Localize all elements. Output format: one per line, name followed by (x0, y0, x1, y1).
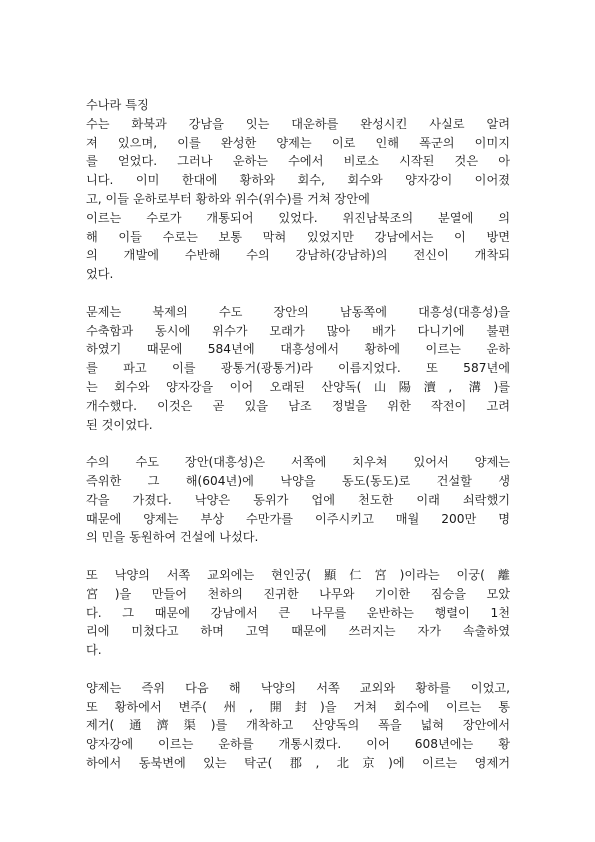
text-line: 양자강에 이르는 운하를 개통시켰다. 이어 608년에는 황 (86, 737, 510, 752)
text-line: 즉위한 그 해(604년)에 낙양을 동도(동도)로 건설할 생 (86, 473, 510, 488)
text-line: 宮)을 만들어 천하의 진귀한 나무와 기이한 짐승을 모았 (86, 586, 510, 601)
document-body (86, 96, 510, 791)
text-line: 다. (86, 643, 102, 658)
text-line: 다. 그 때문에 강남에서 큰 나무를 운반하는 행렬이 1천 (86, 605, 510, 620)
document-title: 수나라 특징 (86, 98, 149, 112)
paragraph-2 (86, 303, 510, 435)
text-line: 하였기 때문에 584년에 대흥성에서 황하에 이르는 운하 (86, 342, 510, 357)
text-line: 문제는 북제의 수도 장안의 남동쪽에 대흥성(대흥성)을 (86, 304, 510, 319)
text-line: 수의 수도 장안(대흥성)은 서쪽에 치우쳐 있어서 양제는 (86, 455, 510, 470)
text-line: 고, 이들 운하로부터 황하와 위수(위수)를 거쳐 장안에 (86, 191, 370, 206)
text-line: 었다. (86, 267, 114, 282)
text-line: 를 얻었다. 그러나 운하는 수에서 비로소 시작된 것은 아 (86, 154, 510, 169)
text-line: 의 개발에 수반해 수의 강남하(강남하)의 전신이 개착되 (86, 248, 510, 263)
text-line: 져 있으며, 이를 완성한 양제는 이로 인해 폭군의 이미지 (86, 135, 510, 150)
text-line: 양제는 즉위 다음 해 낙양의 서쪽 교외와 황하를 이었고, (86, 680, 510, 695)
paragraph-5 (86, 679, 510, 773)
text-line: 하에서 동북변에 있는 탁군( 郡, 北京)에 이르는 영제거 (86, 755, 510, 770)
text-line: 를 파고 이를 광통거(광통거)라 이름지었다. 또 587년에 (86, 361, 510, 376)
text-line: 또 낙양의 서쪽 교외에는 현인궁(顯仁宮)이라는 이궁(離 (86, 567, 510, 582)
paragraph-4 (86, 566, 510, 660)
text-line: 제거(通濟渠)를 개착하고 산양독의 폭을 넓혀 장안에서 (86, 718, 510, 733)
text-line: 는 회수와 양자강을 이어 오래된 산양독(山陽瀆, 溝)를 (86, 379, 510, 394)
text-line: 수축함과 동시에 위수가 모래가 많아 배가 다니기에 불편 (86, 323, 510, 338)
text-line: 해 이들 수로는 보통 막혀 있었지만 강남에서는 이 방면 (86, 229, 510, 244)
text-line: 이르는 수로가 개통되어 있었다. 위진남북조의 분열에 의 (86, 210, 510, 225)
text-line: 된 것이었다. (86, 417, 153, 432)
text-line: 개수했다. 이것은 곧 있을 남조 정벌을 위한 작전이 고려 (86, 398, 510, 413)
text-line: 또 황하에서 변주( 州, 開封)을 거쳐 회수에 이르는 통 (86, 699, 510, 714)
text-line: 의 민을 동원하여 건설에 나섰다. (86, 530, 259, 545)
text-line: 리에 미쳤다고 하며 고역 때문에 쓰러지는 자가 속출하였 (86, 624, 510, 639)
paragraph-3 (86, 453, 510, 547)
text-line: 수는 화북과 강남을 잇는 대운하를 완성시킨 사실로 알려 (86, 116, 510, 131)
paragraph-1 (86, 115, 510, 284)
text-line: 때문에 양제는 부상 수만가를 이주시키고 매월 200만 명 (86, 511, 510, 526)
text-line: 니다. 이미 한대에 황하와 회수, 회수와 양자강이 이어졌 (86, 173, 510, 188)
text-line: 각을 가졌다. 낙양은 동위가 업에 천도한 이래 쇠락했기 (86, 492, 510, 507)
